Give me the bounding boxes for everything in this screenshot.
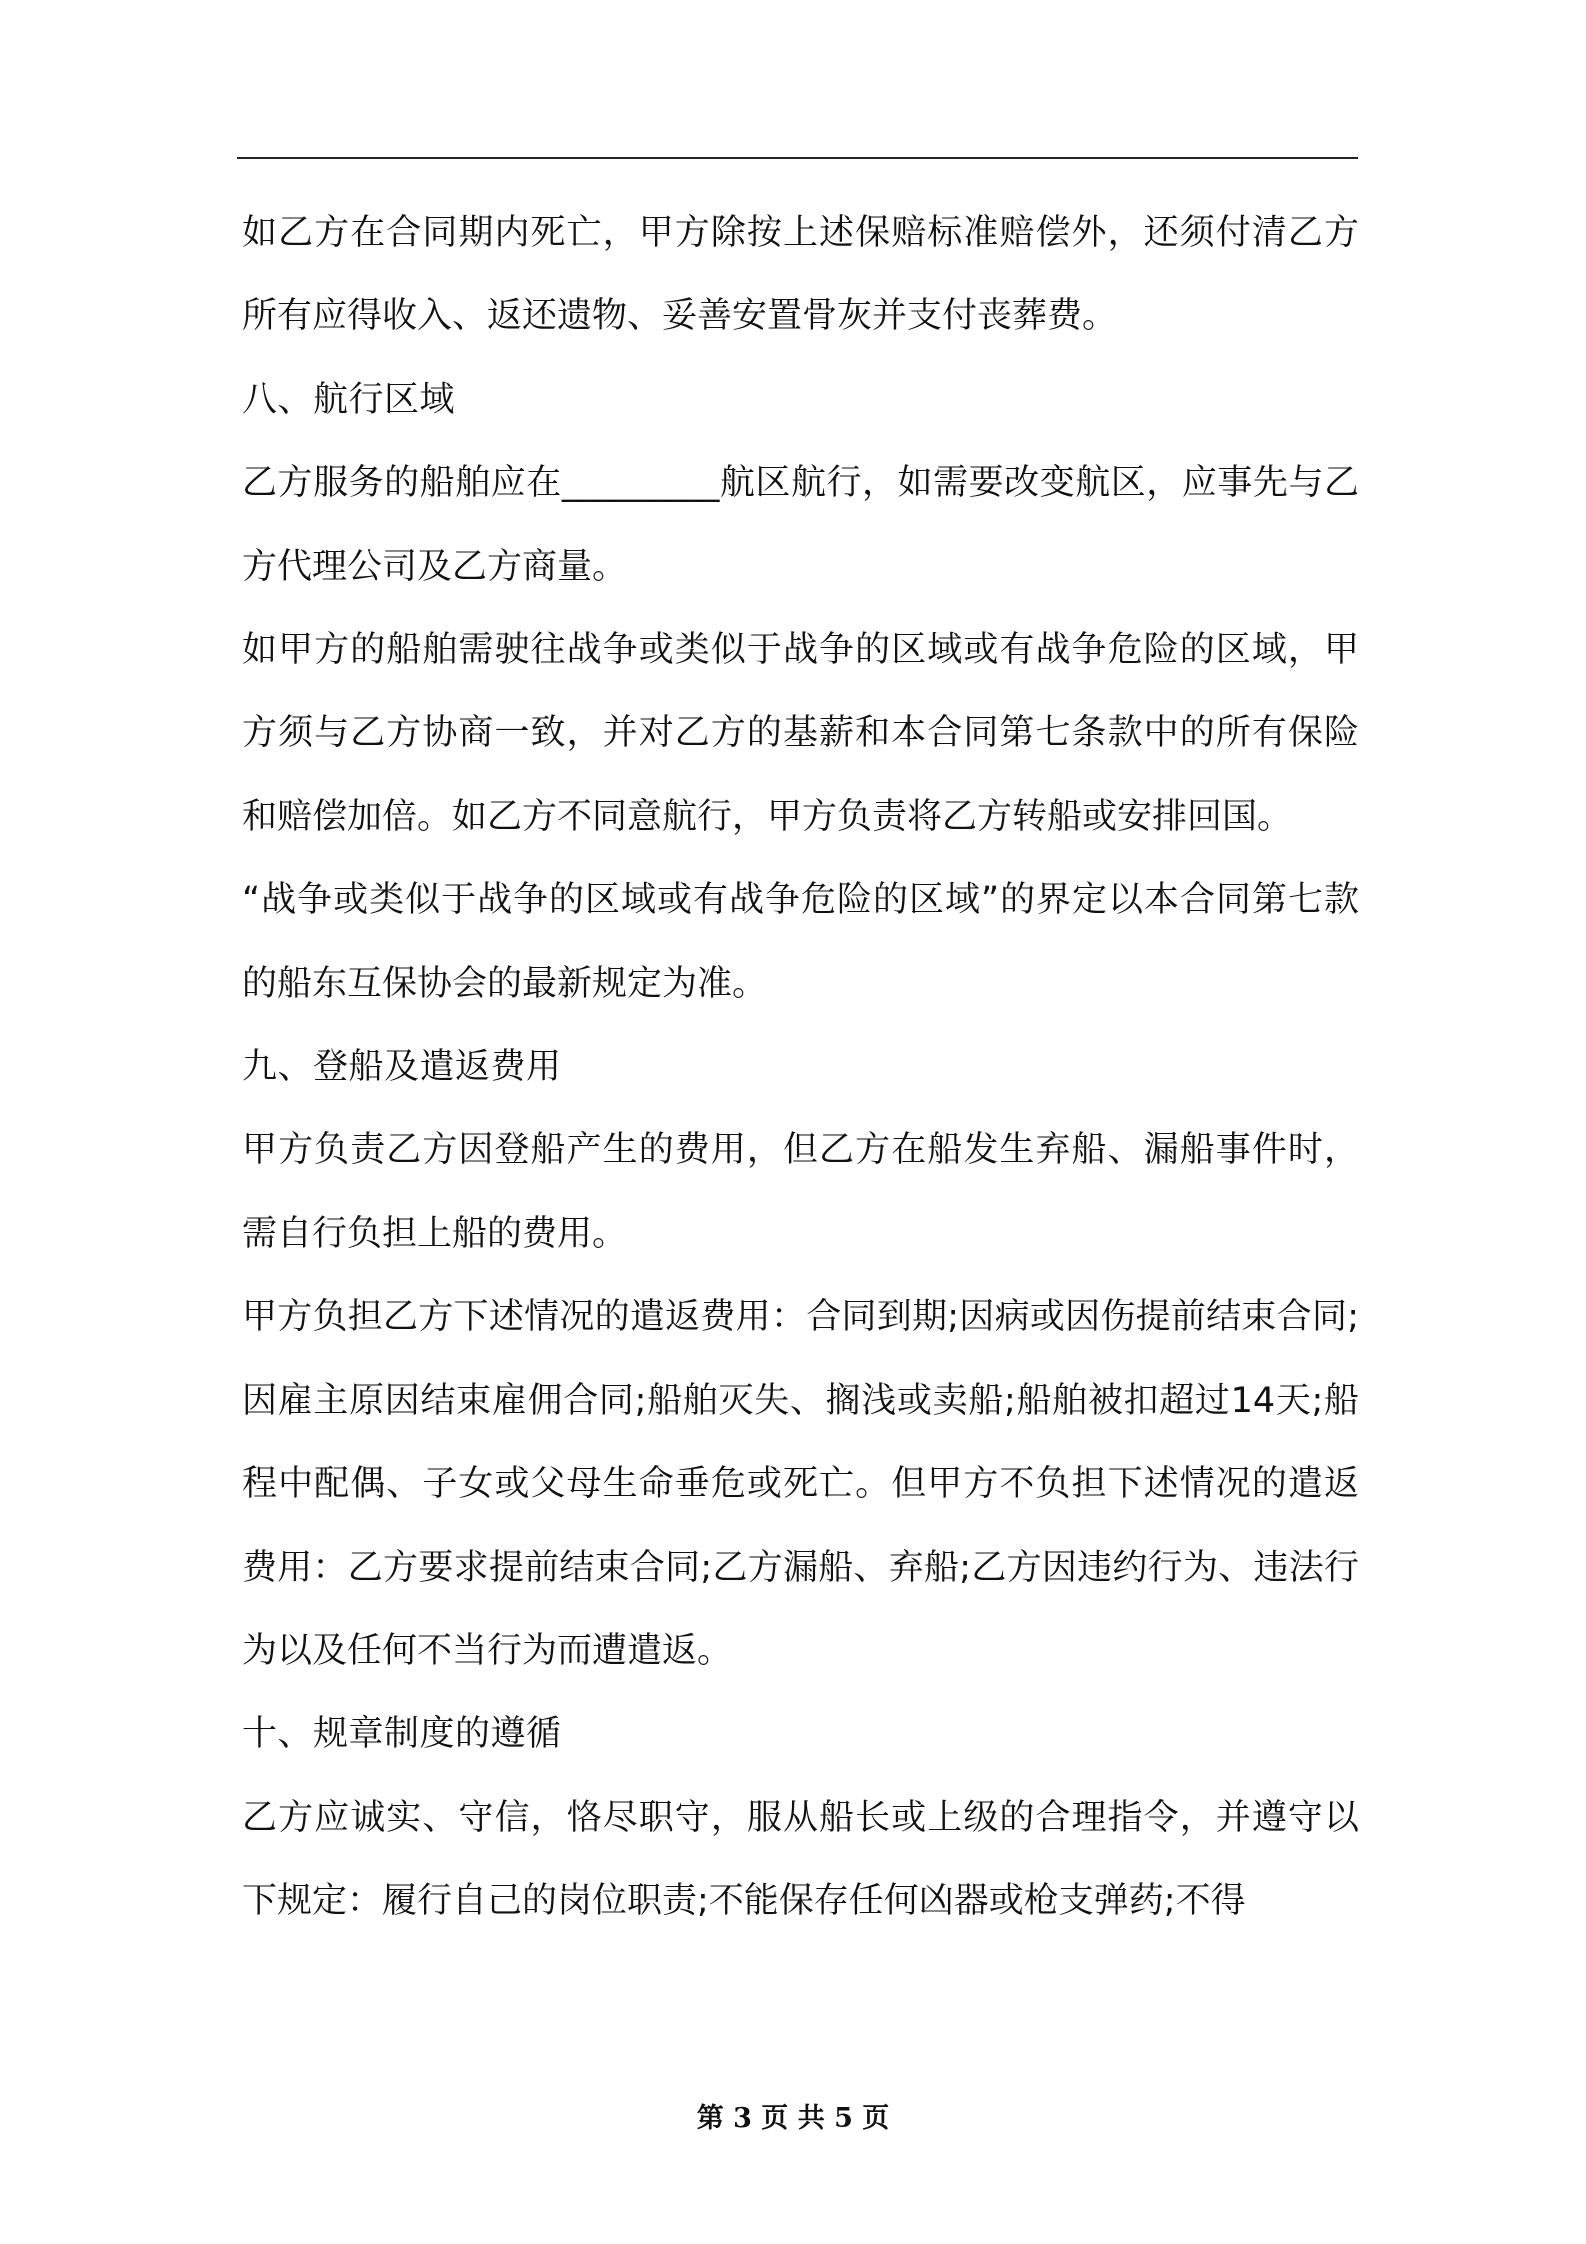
document-body: [242, 192, 1359, 1944]
paragraph-boarding-costs: 甲方负责乙方因登船产生的费用，但乙方在船发生弃船、漏船事件时，需自行负担上船的费用。: [242, 1130, 1359, 1254]
section-heading-rules-compliance: 十、规章制度的遵循: [242, 1714, 562, 1755]
page-number-footer: 第 3 页 共 5 页: [696, 2103, 890, 2134]
paragraph-conduct-rules: 乙方应诚实、守信，恪尽职守，服从船长或上级的合理指令，并遵守以下规定：履行自己的岗位职责;不能保存任何凶器或枪支弹药;不得: [242, 1797, 1359, 1922]
paragraph-death-compensation: 如乙方在合同期内死亡，甲方除按上述保赔标准赔偿外，还须付清乙方所有应得收入、返还遗物、妥善安置骨灰并支付丧葬费。: [242, 213, 1359, 337]
paragraph-navigation-zone: 乙方服务的船舶应在_________航区航行，如需要改变航区，应事先与乙方代理公司及乙方商量。: [242, 463, 1359, 587]
section-heading-navigation-area: 八、航行区域: [242, 379, 456, 420]
paragraph-war-zone: 如甲方的船舶需驶往战争或类似于战争的区域或有战争危险的区域，甲方须与乙方协商一致，并对乙方的基薪和本合同第七条款中的所有保险和赔偿加倍。如乙方不同意航行，甲方负责将乙方转船或安排回国。: [242, 630, 1359, 837]
paragraph-war-zone-definition: “战争或类似于战争的区域或有战争危险的区域”的界定以本合同第七款的船东互保协会的最新规定为准。: [242, 880, 1359, 1004]
header-rule: [237, 157, 1358, 159]
section-heading-boarding-repatriation: 九、登船及遣返费用: [242, 1047, 562, 1088]
paragraph-repatriation-costs: 甲方负担乙方下述情况的遣返费用：合同到期;因病或因伤提前结束合同;因雇主原因结束雇佣合同;船舶灭失、搁浅或卖船;船舶被扣超过14天;船程中配偶、子女或父母生命垂危或死亡。但甲方不负担下述情况的遣返费用：乙方要求提前结束合同;乙方漏船、弃船;乙方因违约行为、违法行为以及任何不当行为而遭遣返。: [242, 1297, 1359, 1671]
